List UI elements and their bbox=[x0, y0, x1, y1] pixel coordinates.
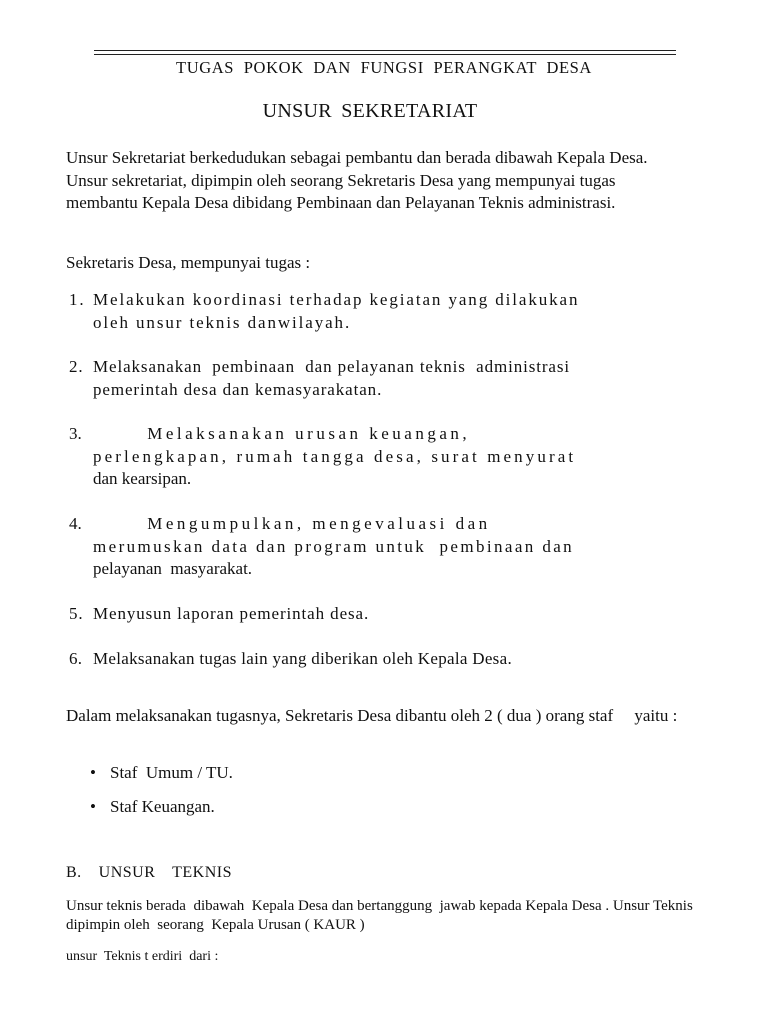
tasks-intro: Sekretaris Desa, mempunyai tugas : bbox=[66, 253, 311, 272]
task-text-continued: pemerintah desa dan kemasyarakatan. bbox=[93, 379, 383, 399]
task-text: Melaksanakan pembinaan dan pelayanan teknis administrasi bbox=[93, 357, 571, 376]
top-rule-secondary bbox=[94, 54, 676, 55]
task-item bbox=[69, 648, 512, 671]
document-title: TUGAS POKOK DAN FUNGSI PERANGKAT DESA bbox=[176, 58, 592, 77]
task-item bbox=[69, 356, 570, 401]
staff-intro: Dalam melaksanakan tugasnya, Sekretaris Desa dibantu oleh 2 ( dua ) orang staf yaitu : bbox=[66, 706, 678, 725]
task-number: 3. bbox=[69, 424, 82, 443]
task-text-continued: pelayanan masyarakat. bbox=[93, 559, 253, 578]
section-b-paragraph: Unsur teknis berada dibawah Kepala Desa dan bertanggung jawab kepada Kepala Desa . Unsur Teknis dipimpin oleh seorang Kepala Urusan ( KAUR ) bbox=[66, 898, 697, 933]
staff-item-text: Staf Umum / TU. bbox=[110, 763, 233, 782]
task-number: 2. bbox=[69, 357, 84, 376]
intro-paragraph: Unsur Sekretariat berkedudukan sebagai pembantu dan berada dibawah Kepala Desa. Unsur sekretariat, dipimpin oleh seorang Sekretaris Desa yang mempunyai tugas membantu Kepala Desa dibidang Pembinaan dan Pelayanan Teknis administrasi. bbox=[66, 148, 648, 212]
task-item bbox=[69, 603, 369, 626]
section-b-subtext: unsur Teknis t erdiri dari : bbox=[66, 949, 219, 964]
task-text: Menyusun laporan pemerintah desa. bbox=[93, 604, 370, 623]
staff-list-item bbox=[90, 797, 215, 817]
task-text: Melaksanakan urusan keuangan, bbox=[93, 424, 471, 443]
staff-item-text: Staf Keuangan. bbox=[110, 797, 215, 816]
top-rule bbox=[94, 50, 676, 51]
task-text: Mengumpulkan, mengevaluasi dan bbox=[93, 514, 491, 533]
task-text-continued: perlengkapan, rumah tangga desa, surat menyurat bbox=[93, 446, 577, 466]
task-text: Melakukan koordinasi terhadap kegiatan yang dilakukan bbox=[93, 290, 580, 309]
task-number: 1. bbox=[69, 290, 86, 309]
task-item bbox=[69, 289, 579, 334]
bullet-icon: • bbox=[90, 763, 96, 782]
task-text-continued: dan kearsipan. bbox=[93, 469, 192, 488]
section-title: UNSUR SEKRETARIAT bbox=[262, 100, 478, 122]
task-text-continued: merumuskan data dan program untuk pembinaan dan bbox=[93, 536, 575, 556]
task-item bbox=[69, 423, 576, 491]
task-number: 5. bbox=[69, 604, 84, 623]
task-text-continued: oleh unsur teknis danwilayah. bbox=[93, 312, 352, 332]
bullet-icon: • bbox=[90, 797, 96, 816]
task-text: Melaksanakan tugas lain yang diberikan oleh Kepala Desa. bbox=[93, 649, 512, 668]
task-number: 4. bbox=[69, 514, 82, 533]
task-item bbox=[69, 513, 574, 581]
task-number: 6. bbox=[69, 649, 83, 668]
staff-list-item bbox=[90, 763, 233, 783]
section-b-heading: B. UNSUR TEKNIS bbox=[66, 864, 232, 881]
